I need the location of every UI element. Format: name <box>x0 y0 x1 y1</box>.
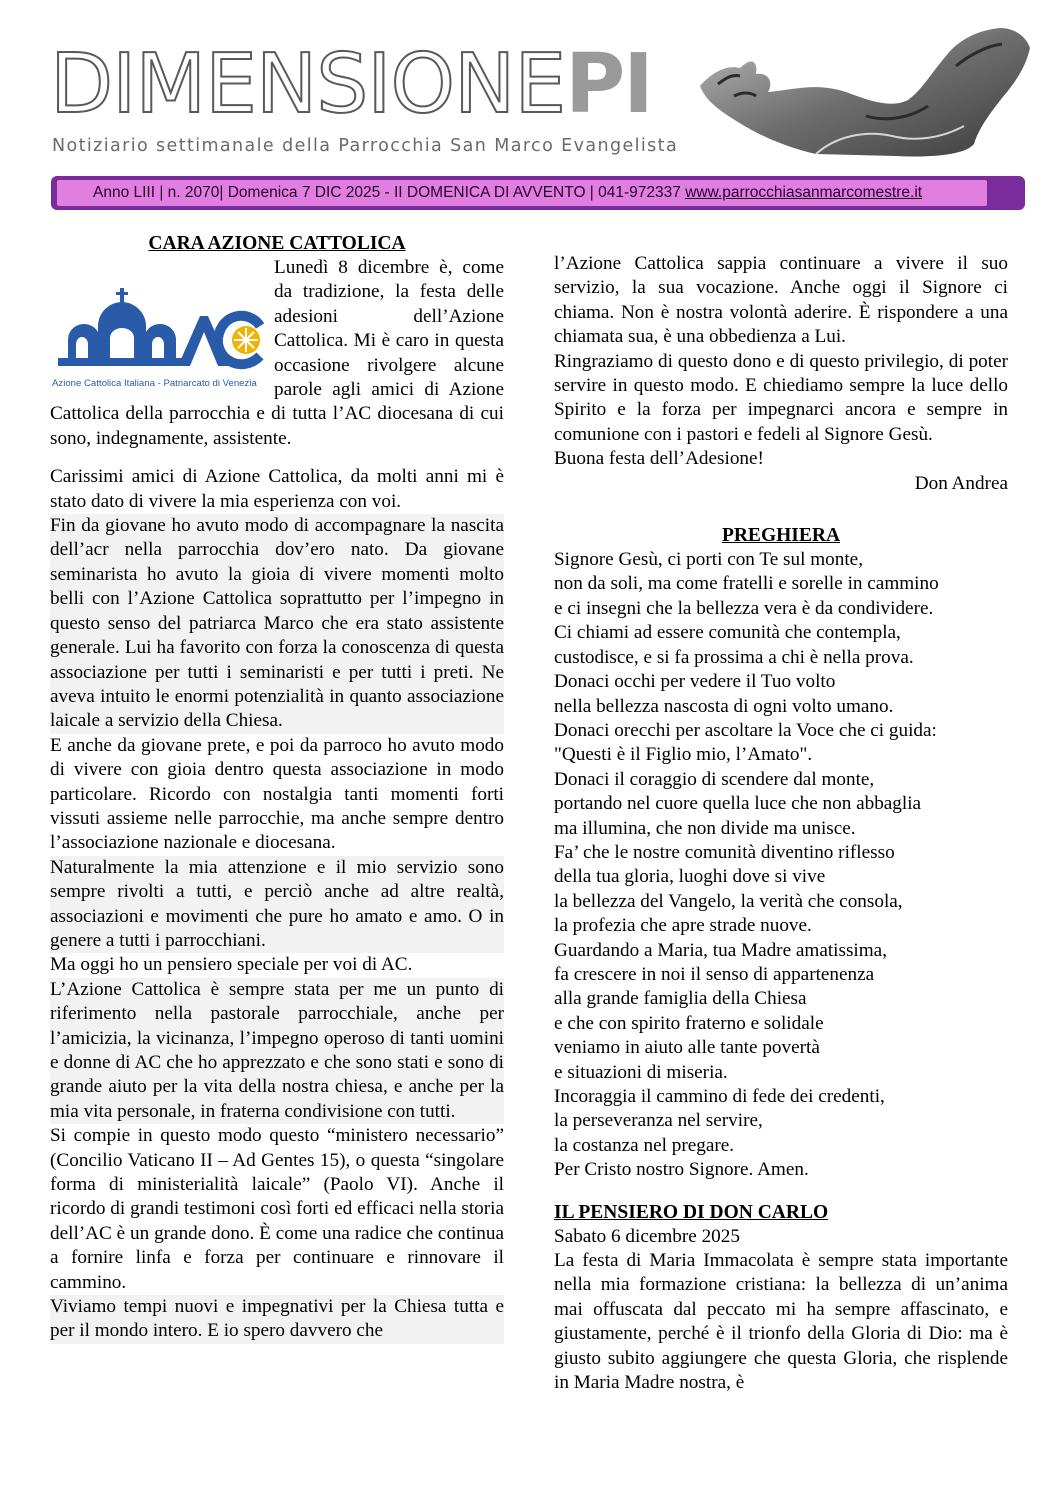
prayer-heading: PREGHIERA <box>721 525 841 547</box>
prayer-line: "Questi è il Figlio mio, l’Amato". <box>554 744 813 766</box>
prayer-text <box>554 548 1008 1183</box>
don-carlo-date: Sabato 6 dicembre 2025 <box>554 1225 740 1247</box>
prayer-line: la bellezza del Vangelo, la verità che consola, <box>554 890 903 912</box>
prayer-line: Signore Gesù, ci porti con Te sul monte, <box>554 549 863 571</box>
prayer-line: alla grande famiglia della Chiesa <box>554 988 807 1010</box>
article-paragraph: Fin da giovane ho avuto modo di accompagnare la nascita dell’acr nella parrocchia dov’ero nato. Da giovane seminarista ho avuto la gioia di vivere momenti molto belli con l’Azione Cattolica soprattutto per l’impegno in questo senso del patriarca Marco che era stato assistente generale. Lui ha favorito con forza la conoscenza di questa associazione per tutti i seminaristi e per tutti i preti. Ne aveva intuito le enormi potenzialità in quanto associazione laicale a servizio della Chiesa. <box>50 514 504 734</box>
prayer-line: fa crescere in noi il senso di appartenenza <box>554 963 875 985</box>
article-paragraph: E anche da giovane prete, e poi da parroco ho avuto modo di vivere con gioia dentro questa associazione in modo particolare. Ricordo con nostalgia tanti momenti forti vissuti assieme nelle parrocchie, ma anche sempre dentro l’associazione nazionale e diocesana. <box>50 734 504 854</box>
prayer-line: Incoraggia il cammino di fede dei credenti, <box>554 1086 885 1107</box>
issue-details: Anno LIII | n. 2070| Domenica 7 DIC 2025 - II DOMENICA DI AVVENTO | 041-972337 <box>93 184 686 201</box>
newsletter-subtitle: Notiziario settimanale della Parrocchia San Marco Evangelista <box>52 136 679 156</box>
prayer-line: Donaci orecchi per ascoltare la Voce che ci guida: <box>554 719 937 741</box>
article-continuation: Ringraziamo di questo dono e di questo privilegio, di poter servire in questo modo. E chiediamo sempre la luce dello Spirito e la forza per impegnarci ancora e sempre in comunione con i pastori e fedeli al Signore Gesù. <box>554 350 1008 445</box>
newsletter-title <box>50 37 652 132</box>
issue-info <box>57 180 987 206</box>
don-carlo-heading: IL PENSIERO DI DON CARLO <box>554 1201 829 1223</box>
prayer-line: veniamo in aiuto alle tante povertà <box>554 1037 820 1059</box>
article-paragraph: Naturalmente la mia attenzione e il mio servizio sono sempre rivolti a tutti, e perciò anche ad altre realtà, associazioni e movimenti che pure ho amato e amo. O in genere a tutti i parrocchiani. <box>50 856 504 954</box>
logo-caption: Azione Cattolica Italiana - Patriarcato di Venezia <box>52 378 257 389</box>
prayer-line: e ci insegni che la bellezza vera è da condividere. <box>554 597 934 619</box>
title-main: DIMENSIONE <box>50 37 566 132</box>
parish-website-link[interactable]: www.parrocchiasanmarcomestre.it <box>685 184 923 201</box>
article-paragraph: Viviamo tempi nuovi e impegnativi per la Chiesa tutta e per il mondo intero. E io spero davvero che <box>50 1295 504 1344</box>
prayer-line: Ci chiami ad essere comunità che contempla, <box>554 622 901 644</box>
article-continuation: l’Azione Cattolica sappia continuare a vivere il suo servizio, la sua vocazione. Anche oggi il Signore ci chiama. Non è nostra volontà aderire. È rispondere a una chiamata sua, è una obbedienza a Lui. <box>554 253 1008 348</box>
article-paragraph: L’Azione Cattolica è sempre stata per me un punto di riferimento nella pastorale parrocchiale, anche per l’amicizia, la vicinanza, l’impegno operoso di tanti uomini e donne di AC che ho apprezzato e che sono stati e sono di grande aiuto per la vita della nostra chiesa, e anche per la mia vita personale, in fraterna condivisione con tutti. <box>50 978 504 1124</box>
prayer-line: la profezia che apre strade nuove. <box>554 915 812 937</box>
statue-image <box>696 26 1032 158</box>
article-paragraph: Ma oggi ho un pensiero speciale per voi di AC. <box>50 954 413 976</box>
prayer-line: nella bellezza nascosta di ogni volto umano. <box>554 695 894 717</box>
prayer-line: ma illumina, che non divide ma unisce. <box>554 817 856 839</box>
prayer-line: portando nel cuore quella luce che non abbaglia <box>554 793 922 815</box>
article-paragraph: Carissimi amici di Azione Cattolica, da molti anni mi è stato dato di vivere la mia esperienza con voi. <box>50 466 504 512</box>
prayer-line: la perseveranza nel servire, <box>554 1110 763 1132</box>
prayer-line: e situazioni di miseria. <box>554 1061 728 1083</box>
prayer-line: e che con spirito fraterno e solidale <box>554 1012 824 1034</box>
prayer-line: Donaci occhi per vedere il Tuo volto <box>554 671 836 693</box>
prayer-line: Per Cristo nostro Signore. Amen. <box>554 1159 809 1181</box>
azione-cattolica-logo <box>50 282 268 400</box>
article-continuation: Buona festa dell’Adesione! <box>554 448 764 470</box>
left-column <box>50 232 504 1344</box>
right-column <box>554 252 1008 1395</box>
don-carlo-text: La festa di Maria Immacolata è sempre stata importante nella mia formazione cristiana: la bellezza di un’anima mai offuscata dal peccato mi ha sempre affascinato, e giustamente, perché è il trionfo della Gloria di Dio: ma è giusto subito aggiungere che questa Gloria, che risplende in Maria Madre nostra, è <box>554 1250 1008 1394</box>
intro-text: Lunedì 8 dicembre è, come da tradizione, la festa delle adesioni dell’Azione Cattolica. Mi è caro in questa occasione rivolgere alcune parole agli amici di Azione Cattolica della parrocchia e di tutta l’AC diocesana di cui sono, indegnamente, assistente. <box>50 257 504 449</box>
prayer-line: la costanza nel pregare. <box>554 1134 735 1156</box>
prayer-line: Guardando a Maria, tua Madre amatissima, <box>554 939 887 961</box>
issue-info-bar <box>51 176 1025 210</box>
prayer-line: custodisce, e si fa prossima a chi è nella prova. <box>554 646 914 668</box>
prayer-line: Donaci il coraggio di scendere dal monte, <box>554 768 875 790</box>
prayer-line: non da soli, ma come fratelli e sorelle in cammino <box>554 573 939 595</box>
prayer-line: Fa’ che le nostre comunità diventino riflesso <box>554 841 895 863</box>
article-signature: Don Andrea <box>914 472 1008 494</box>
masthead <box>50 37 1030 162</box>
article-heading-azione-cattolica: CARA AZIONE CATTOLICA <box>148 233 406 254</box>
title-accent: PI <box>565 37 652 132</box>
prayer-line: della tua gloria, luoghi dove si vive <box>554 866 826 888</box>
article-paragraph: Si compie in questo modo questo “ministero necessario” (Concilio Vaticano II – Ad Gentes 15), o questa “singolare forma di ministerialità laicale” (Paolo VI). Anche il ricordo di grandi testimoni così forti ed efficaci nella storia dell’AC è un grande dono. È come una radice che continua a fornire linfa e forza per continuare e rinnovare il cammino. <box>50 1125 504 1293</box>
intro-paragraph <box>50 256 504 451</box>
